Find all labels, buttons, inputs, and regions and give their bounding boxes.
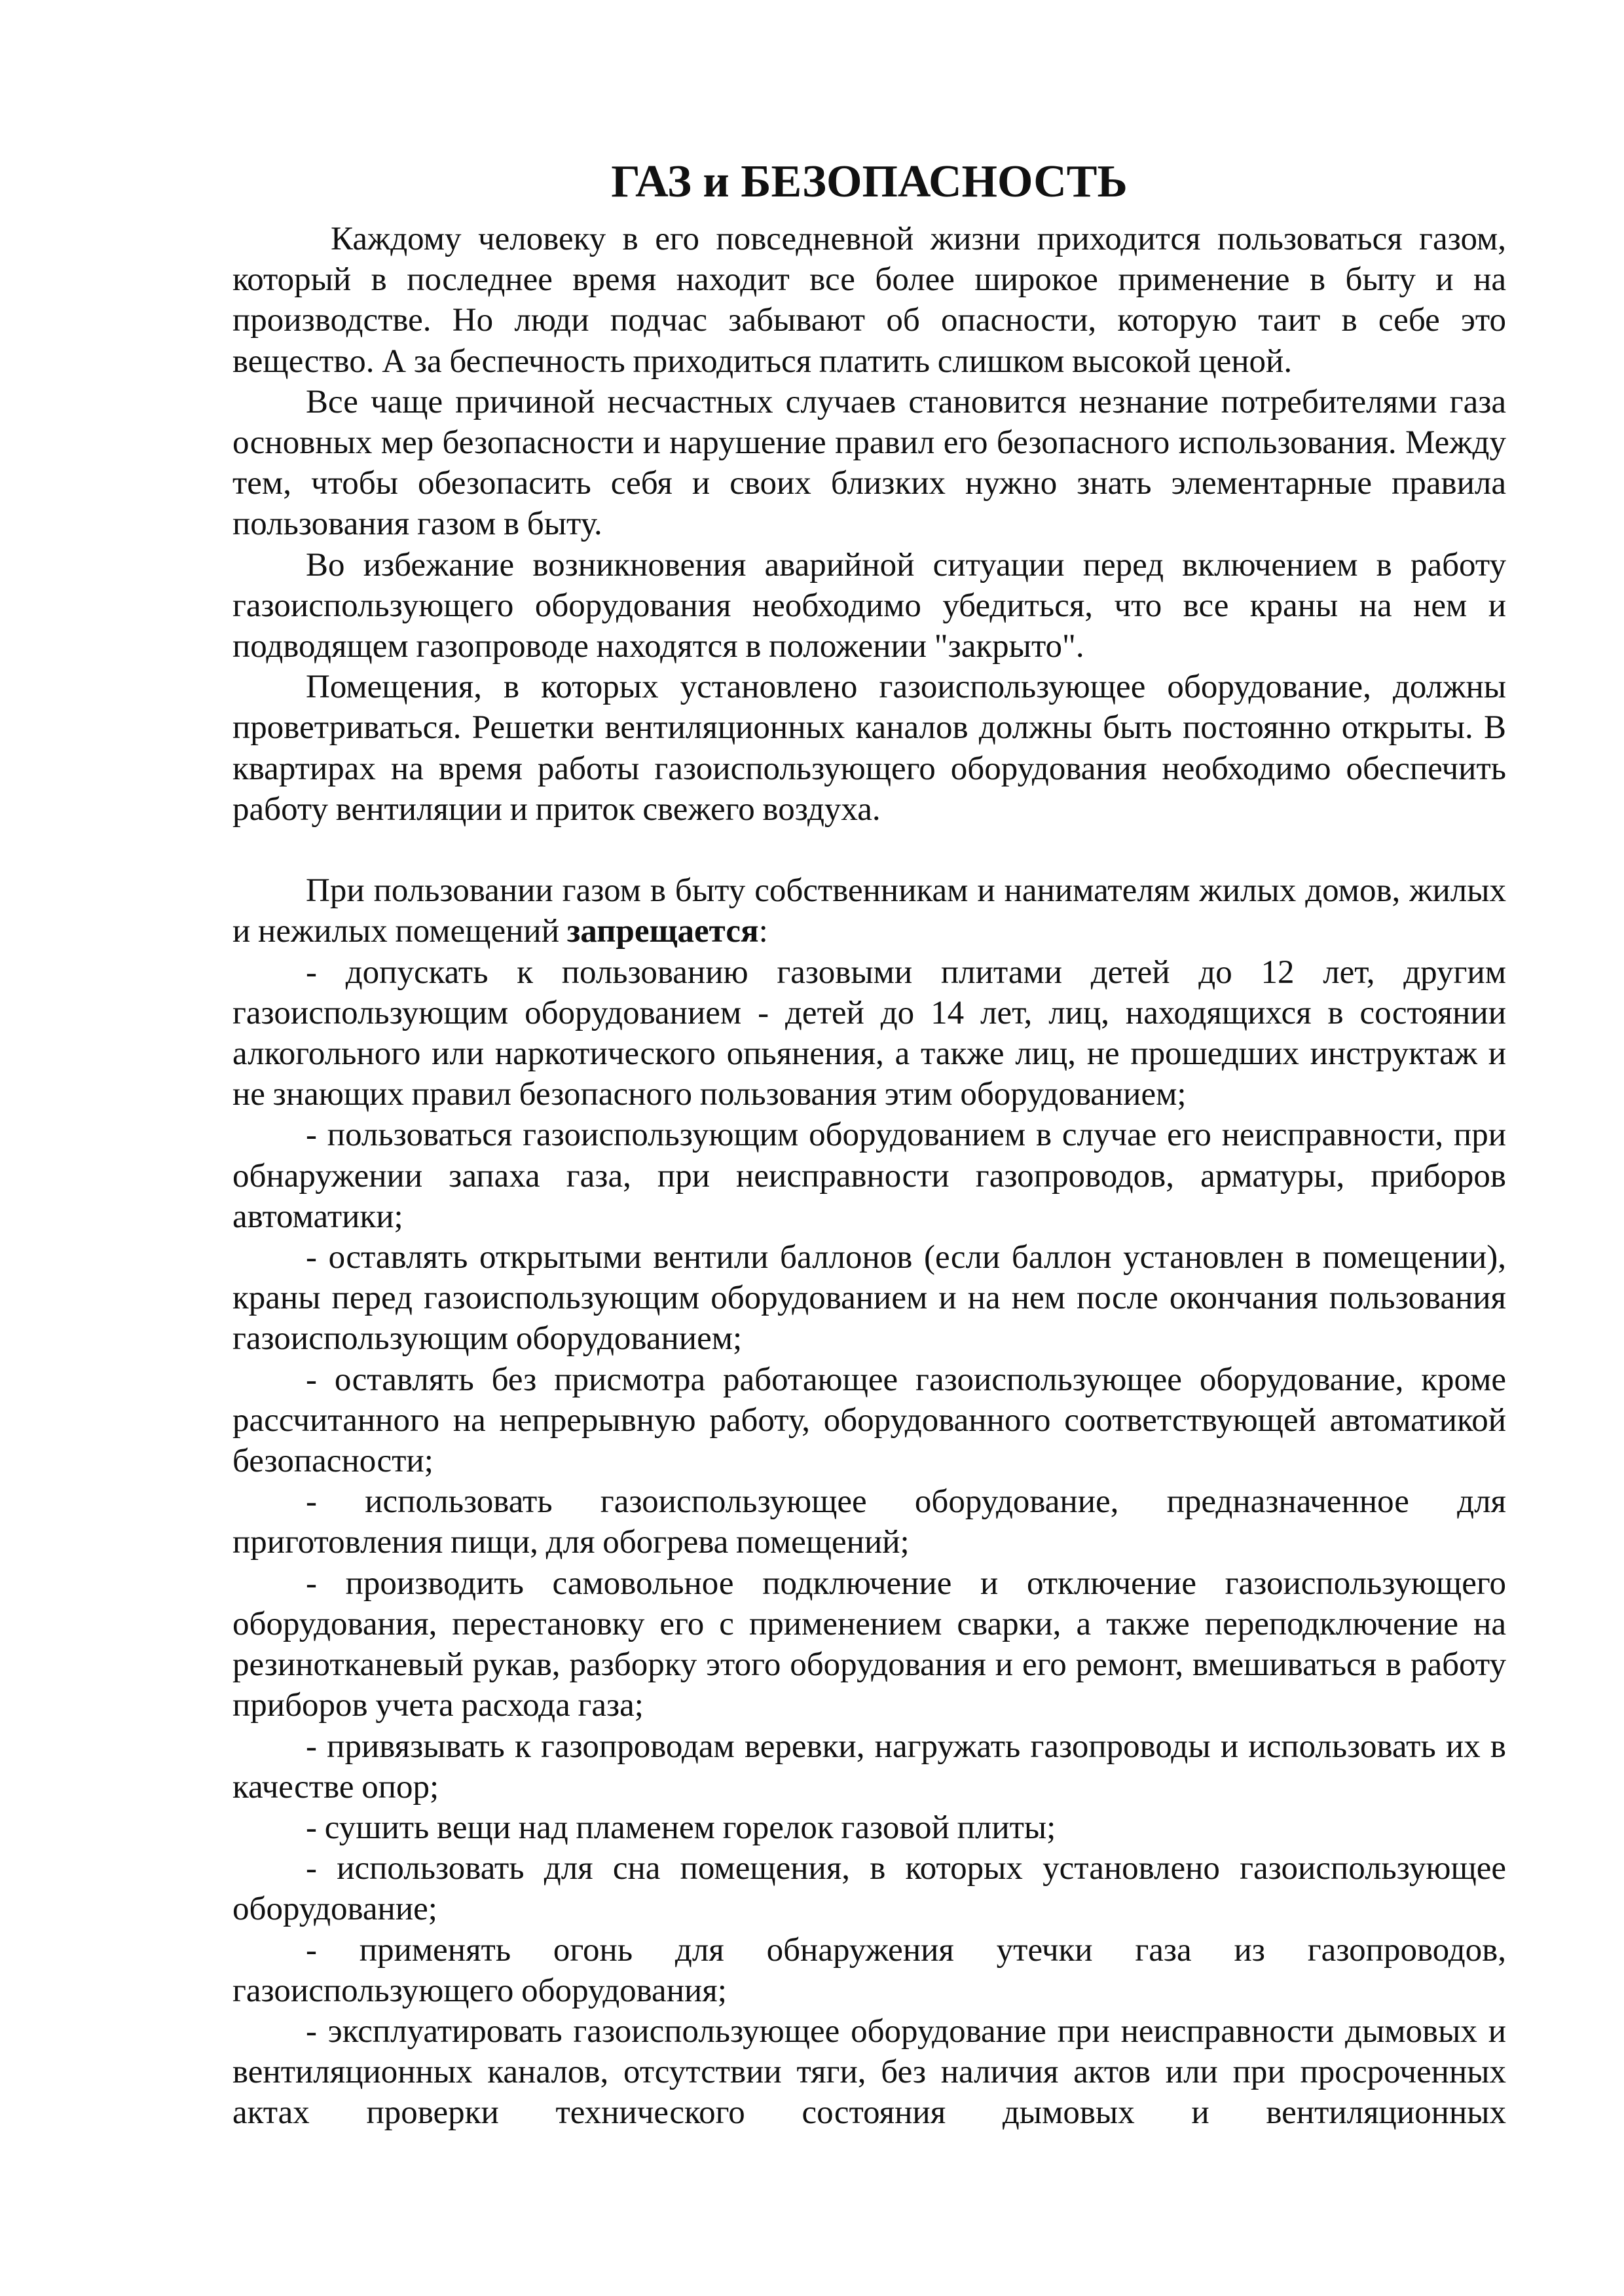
prohibition-lead-tail: :	[758, 913, 768, 950]
prohibition-item: - пользоваться газоиспользующим оборудованием в случае его неисправности, при обнаружении запаха газа, при неисправности газопроводов, арматуры, приборов автоматики;	[232, 1117, 1506, 1235]
prohibition-item: - сушить вещи над пламенем горелок газовой плиты;	[306, 1809, 1056, 1846]
intro-paragraph: Во избежание возникновения аварийной ситуации перед включением в работу газоиспользующего оборудования необходимо убедиться, что все краны на нем и подводящем газопроводе находятся в положении "закрыто".	[232, 546, 1506, 665]
prohibition-lead-text: При пользовании газом в быту собственникам и нанимателям жилых домов, жилых и нежилых помещений	[232, 872, 1506, 950]
document-title: ГАЗ и БЕЗОПАСНОСТЬ	[611, 157, 1128, 207]
intro-paragraph: Все чаще причиной несчастных случаев становится незнание потребителями газа основных мер безопасности и нарушение правил его безопасного использования. Между тем, чтобы обезопасить себя и своих близких нужно знать элементарные правила пользования газом в быту.	[232, 383, 1506, 543]
paragraph-spacer	[232, 830, 1506, 870]
prohibition-item: - оставлять без присмотра работающее газоиспользующее оборудование, кроме рассчитанного на непрерывную работу, оборудованного соответствующей автоматикой безопасности;	[232, 1361, 1506, 1480]
intro-paragraph: Помещения, в которых установлено газоиспользующее оборудование, должны проветриваться. Решетки вентиляционных каналов должны быть постоянно открыты. В квартирах на время работы газоиспользующего оборудования необходимо обеспечить работу вентиляции и приток свежего воздуха.	[232, 669, 1506, 828]
document-page	[232, 149, 1506, 2134]
intro-paragraph: Каждому человеку в его повседневной жизни приходится пользоваться газом, который в последнее время находит все более широкое применение в быту и на производстве. Но люди подчас забывают об опасности, которую таит в себе это вещество. А за беспечность приходиться платить слишком высокой ценой.	[232, 221, 1506, 380]
prohibition-item: - допускать к пользованию газовыми плитами детей до 12 лет, другим газоиспользующим оборудованием - детей до 14 лет, лиц, находящихся в состоянии алкогольного или наркотического опьянения, а также лиц, не прошедших инструктаж и не знающих правил безопасного пользования этим оборудованием;	[232, 954, 1506, 1113]
prohibition-emphasis: запрещается	[566, 913, 759, 950]
prohibition-list	[232, 952, 1506, 2134]
prohibition-item: - использовать для сна помещения, в которых установлено газоиспользующее оборудование;	[232, 1850, 1506, 1928]
prohibition-item: - оставлять открытыми вентили баллонов (если баллон установлен в помещении), краны перед газоиспользующим оборудованием и на нем после окончания пользования газоиспользующим оборудованием;	[232, 1239, 1506, 1358]
prohibition-lead	[232, 870, 1506, 952]
prohibition-item: - производить самовольное подключение и отключение газоиспользующего оборудования, перестановку его с применением сварки, а также переподключение на резинотканевый рукав, разборку этого оборудования и его ремонт, вмешиваться в работу приборов учета расхода газа;	[232, 1565, 1506, 1724]
prohibition-item: - эксплуатировать газоиспользующее оборудование при неисправности дымовых и вентиляционных каналов, отсутствии тяги, без наличия актов или при просроченных актах проверки технического состояния дымовых и вентиляционных	[232, 2012, 1506, 2132]
prohibition-item: - привязывать к газопроводам веревки, нагружать газопроводы и использовать их в качестве опор;	[232, 1728, 1506, 1805]
prohibition-item: - использовать газоиспользующее оборудование, предназначенное для приготовления пищи, для обогрева помещений;	[232, 1483, 1506, 1561]
prohibition-item: - применять огонь для обнаружения утечки газа из газопроводов, газоиспользующего оборудования;	[232, 1931, 1506, 2009]
